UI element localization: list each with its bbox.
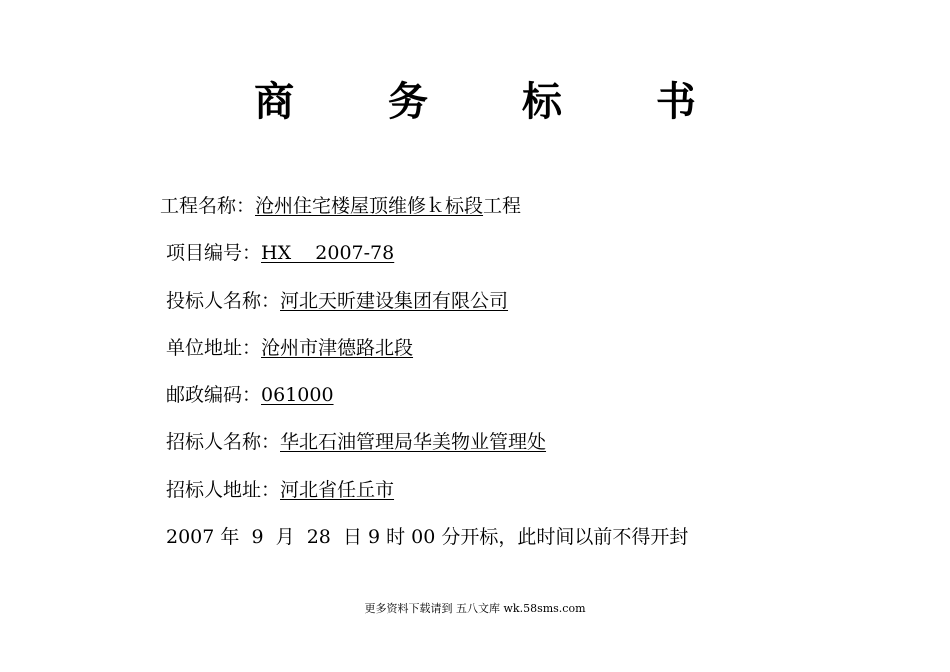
document-title: 商 务 标 书 [254,78,736,125]
postal-code-label: 邮政编码： [166,384,262,407]
bid-info-fields [160,183,688,561]
project-number-row [166,230,688,277]
company-address-value: 沧州市津德路北段 [261,336,414,359]
project-name-label: 工程名称： [160,195,256,217]
project-name-value: 沧州住宅楼屋顶维修ｋ标段 [255,195,484,217]
postal-code-value: 061000 [261,384,334,407]
tenderer-name-value: 华北石油管理局华美物业管理处 [280,431,547,454]
tenderer-address-value: 河北省任丘市 [280,478,395,501]
tenderer-name-label: 招标人名称： [166,431,281,454]
postal-code-row [166,372,688,419]
company-address-row [166,325,688,372]
bidder-name-label: 投标人名称： [166,289,281,312]
footer-note: 更多资料下载请到 五八文库 wk.58sms.com [364,602,586,615]
tenderer-name-row [166,419,688,466]
bidder-name-row [166,278,688,325]
project-name-suffix: 工程 [483,195,522,217]
project-name-row [160,183,688,230]
bidder-name-value: 河北天昕建设集团有限公司 [280,289,509,312]
project-number-label: 项目编号： [166,242,262,265]
tenderer-address-row [166,467,688,514]
tenderer-address-label: 招标人地址： [166,478,281,501]
company-address-label: 单位地址： [166,336,262,359]
project-number-value: HX 2007-78 [261,242,395,265]
opening-time-row: 2007 年 9 月 28 日 9 时 00 分开标，此时间以前不得开封 [166,526,689,549]
